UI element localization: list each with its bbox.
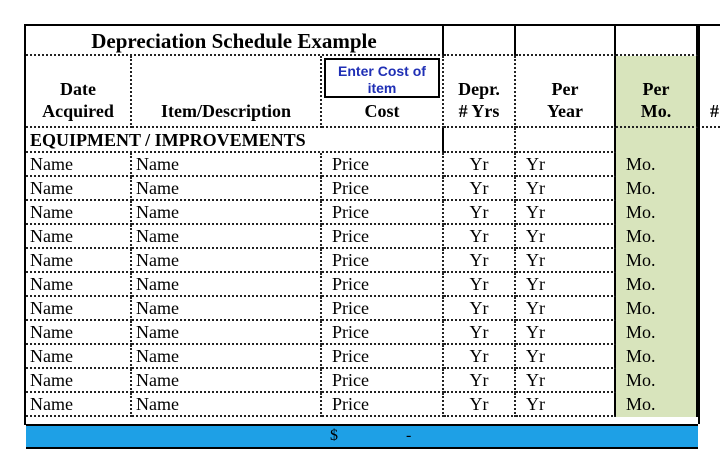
date-cell[interactable]: Name bbox=[26, 201, 132, 225]
depr-years-cell[interactable]: Yr bbox=[444, 297, 516, 321]
cost-cell[interactable]: Price bbox=[322, 273, 444, 297]
section-blank-cell[interactable] bbox=[616, 128, 698, 153]
cost-cell[interactable]: Price bbox=[322, 249, 444, 273]
header-per-year-line1: Per bbox=[551, 79, 579, 99]
item-cell[interactable]: Name bbox=[132, 393, 322, 417]
per-year-cell[interactable]: Yr bbox=[516, 369, 616, 393]
per-month-cell[interactable]: Mo. bbox=[616, 345, 698, 369]
item-cell[interactable]: Name bbox=[132, 369, 322, 393]
depr-years-cell[interactable]: Yr bbox=[444, 177, 516, 201]
depr-years-cell[interactable]: Yr bbox=[444, 345, 516, 369]
header-depr-years[interactable] bbox=[444, 56, 516, 128]
partial-column-right bbox=[698, 26, 720, 424]
cost-cell[interactable]: Price bbox=[322, 177, 444, 201]
per-month-cell[interactable]: Mo. bbox=[616, 177, 698, 201]
header-per-month-line2: Mo. bbox=[640, 101, 672, 121]
depr-years-cell[interactable]: Yr bbox=[444, 201, 516, 225]
item-cell[interactable]: Name bbox=[132, 321, 322, 345]
depr-years-cell[interactable]: Yr bbox=[444, 249, 516, 273]
title-blank-cell[interactable] bbox=[444, 26, 516, 56]
cost-input-hint-box[interactable] bbox=[324, 58, 440, 98]
cost-input-hint: Enter Cost of item bbox=[338, 63, 426, 96]
date-cell[interactable]: Name bbox=[26, 345, 132, 369]
per-year-cell[interactable]: Yr bbox=[516, 345, 616, 369]
date-cell[interactable]: Name bbox=[26, 153, 132, 177]
item-cell[interactable]: Name bbox=[132, 225, 322, 249]
per-year-cell[interactable]: Yr bbox=[516, 153, 616, 177]
sheet-title[interactable]: Depreciation Schedule Example bbox=[26, 26, 444, 56]
item-cell[interactable]: Name bbox=[132, 249, 322, 273]
header-cost[interactable] bbox=[322, 56, 444, 128]
date-cell[interactable]: Name bbox=[26, 369, 132, 393]
per-year-cell[interactable]: Yr bbox=[516, 201, 616, 225]
date-cell[interactable]: Name bbox=[26, 297, 132, 321]
per-month-cell[interactable]: Mo. bbox=[616, 249, 698, 273]
per-month-cell[interactable]: Mo. bbox=[616, 393, 698, 417]
item-cell[interactable]: Name bbox=[132, 345, 322, 369]
cost-cell[interactable]: Price bbox=[322, 225, 444, 249]
title-blank-cell[interactable] bbox=[516, 26, 616, 56]
depr-years-cell[interactable]: Yr bbox=[444, 321, 516, 345]
depr-years-cell[interactable]: Yr bbox=[444, 153, 516, 177]
cost-cell[interactable]: Price bbox=[322, 201, 444, 225]
header-per-year[interactable] bbox=[516, 56, 616, 128]
header-per-month[interactable] bbox=[616, 56, 698, 128]
header-item-label: Item/Description bbox=[161, 101, 291, 121]
depr-years-cell[interactable]: Yr bbox=[444, 225, 516, 249]
header-depr-line1: Depr. bbox=[458, 79, 500, 99]
per-year-cell[interactable]: Yr bbox=[516, 297, 616, 321]
per-month-cell[interactable]: Mo. bbox=[616, 297, 698, 321]
per-month-cell[interactable]: Mo. bbox=[616, 225, 698, 249]
header-per-year-line2: Year bbox=[547, 101, 583, 121]
total-row[interactable] bbox=[26, 424, 698, 449]
per-month-cell[interactable]: Mo. bbox=[616, 273, 698, 297]
cost-cell[interactable]: Price bbox=[322, 297, 444, 321]
date-cell[interactable]: Name bbox=[26, 177, 132, 201]
header-date-acquired[interactable] bbox=[26, 56, 132, 128]
date-cell[interactable]: Name bbox=[26, 393, 132, 417]
depr-years-cell[interactable]: Yr bbox=[444, 273, 516, 297]
section-blank-cell[interactable] bbox=[516, 128, 616, 153]
depr-years-cell[interactable]: Yr bbox=[444, 393, 516, 417]
section-equipment-improvements[interactable]: EQUIPMENT / IMPROVEMENTS bbox=[26, 128, 444, 153]
header-cut-off-label: # bbox=[710, 101, 719, 121]
header-date-line1: Date bbox=[60, 79, 96, 99]
cost-cell[interactable]: Price bbox=[322, 345, 444, 369]
cost-cell[interactable]: Price bbox=[322, 369, 444, 393]
per-month-cell[interactable]: Mo. bbox=[616, 369, 698, 393]
date-cell[interactable]: Name bbox=[26, 273, 132, 297]
item-cell[interactable]: Name bbox=[132, 297, 322, 321]
header-item-description[interactable] bbox=[132, 56, 322, 128]
item-cell[interactable]: Name bbox=[132, 177, 322, 201]
per-month-cell[interactable]: Mo. bbox=[616, 153, 698, 177]
item-cell[interactable]: Name bbox=[132, 153, 322, 177]
title-blank-cell[interactable] bbox=[616, 26, 698, 56]
per-year-cell[interactable]: Yr bbox=[516, 177, 616, 201]
per-year-cell[interactable]: Yr bbox=[516, 321, 616, 345]
item-cell[interactable]: Name bbox=[132, 273, 322, 297]
section-blank-cell[interactable] bbox=[444, 128, 516, 153]
per-month-cell[interactable]: Mo. bbox=[616, 201, 698, 225]
cost-cell[interactable]: Price bbox=[322, 153, 444, 177]
date-cell[interactable]: Name bbox=[26, 321, 132, 345]
per-year-cell[interactable]: Yr bbox=[516, 249, 616, 273]
cost-cell[interactable]: Price bbox=[322, 393, 444, 417]
item-cell[interactable]: Name bbox=[132, 201, 322, 225]
header-cost-label: Cost bbox=[364, 101, 400, 121]
total-currency-symbol: $ bbox=[330, 427, 338, 444]
per-year-cell[interactable]: Yr bbox=[516, 225, 616, 249]
header-per-month-line1: Per bbox=[642, 79, 670, 99]
per-month-cell[interactable]: Mo. bbox=[616, 321, 698, 345]
depr-years-cell[interactable]: Yr bbox=[444, 369, 516, 393]
per-year-cell[interactable]: Yr bbox=[516, 393, 616, 417]
cost-cell[interactable]: Price bbox=[322, 321, 444, 345]
total-value: - bbox=[406, 427, 412, 444]
header-depr-line2: # Yrs bbox=[458, 101, 500, 121]
header-date-line2: Acquired bbox=[42, 101, 114, 121]
per-year-cell[interactable]: Yr bbox=[516, 273, 616, 297]
date-cell[interactable]: Name bbox=[26, 225, 132, 249]
date-cell[interactable]: Name bbox=[26, 249, 132, 273]
